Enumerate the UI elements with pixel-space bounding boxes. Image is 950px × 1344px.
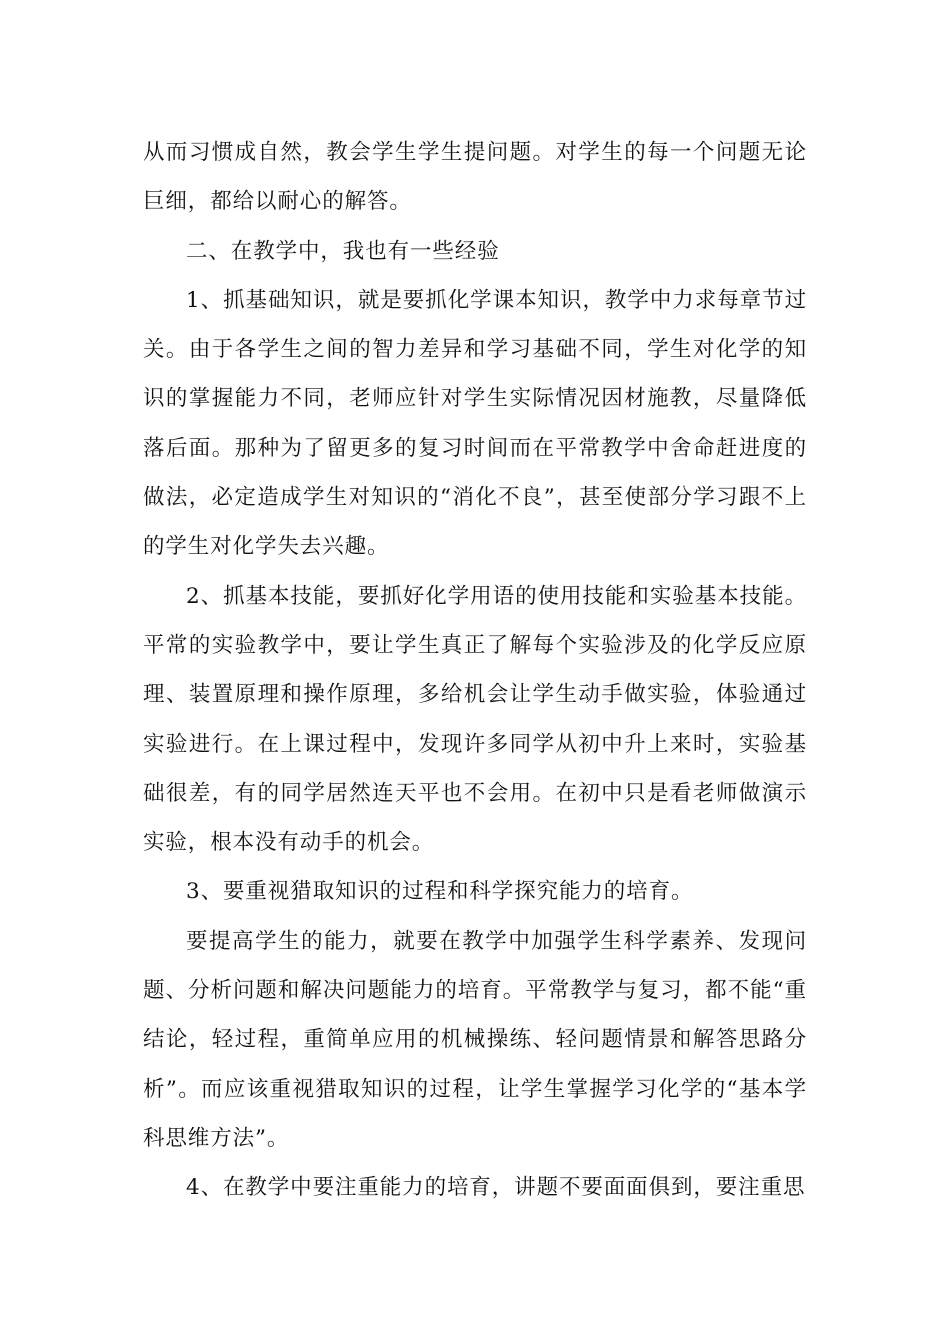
paragraph: 从而习惯成自然，教会学生学生提问题。对学生的每一个问题无论巨细，都给以耐心的解答。	[143, 140, 807, 215]
paragraph: 4、在教学中要注重能力的培育，讲题不要面面俱到，要注重思	[186, 1175, 806, 1201]
paragraph: 要提高学生的能力，就要在教学中加强学生科学素养、发现问题、分析问题和解决问题能力的培育。平常教学与复习，都不能“重结论，轻过程，重简单应用的机械操练、轻问题情景和解答思路分析”。而应该重视猎取知识的过程，让学生掌握学习化学的“基本学科思维方法”。	[143, 928, 807, 1151]
document-body	[143, 128, 807, 1213]
paragraph: 1、抓基础知识，就是要抓化学课本知识，教学中力求每章节过关。由于各学生之间的智力差异和学习基础不同，学生对化学的知识的掌握能力不同，老师应针对学生实际情况因材施教，尽量降低落后面。那种为了留更多的复习时间而在平常教学中舍命赶进度的做法，必定造成学生对知识的“消化不良”，甚至使部分学习跟不上的学生对化学失去兴趣。	[143, 287, 807, 560]
section-heading: 二、在教学中，我也有一些经验	[186, 238, 500, 264]
paragraph: 3、要重视猎取知识的过程和科学探究能力的培育。	[186, 879, 694, 905]
paragraph: 2、抓基本技能，要抓好化学用语的使用技能和实验基本技能。平常的实验教学中，要让学生真正了解每个实验涉及的化学反应原理、装置原理和操作原理，多给机会让学生动手做实验，体验通过实验进行。在上课过程中，发现许多同学从初中升上来时，实验基础很差，有的同学居然连天平也不会用。在初中只是看老师做演示实验，根本没有动手的机会。	[143, 583, 807, 856]
